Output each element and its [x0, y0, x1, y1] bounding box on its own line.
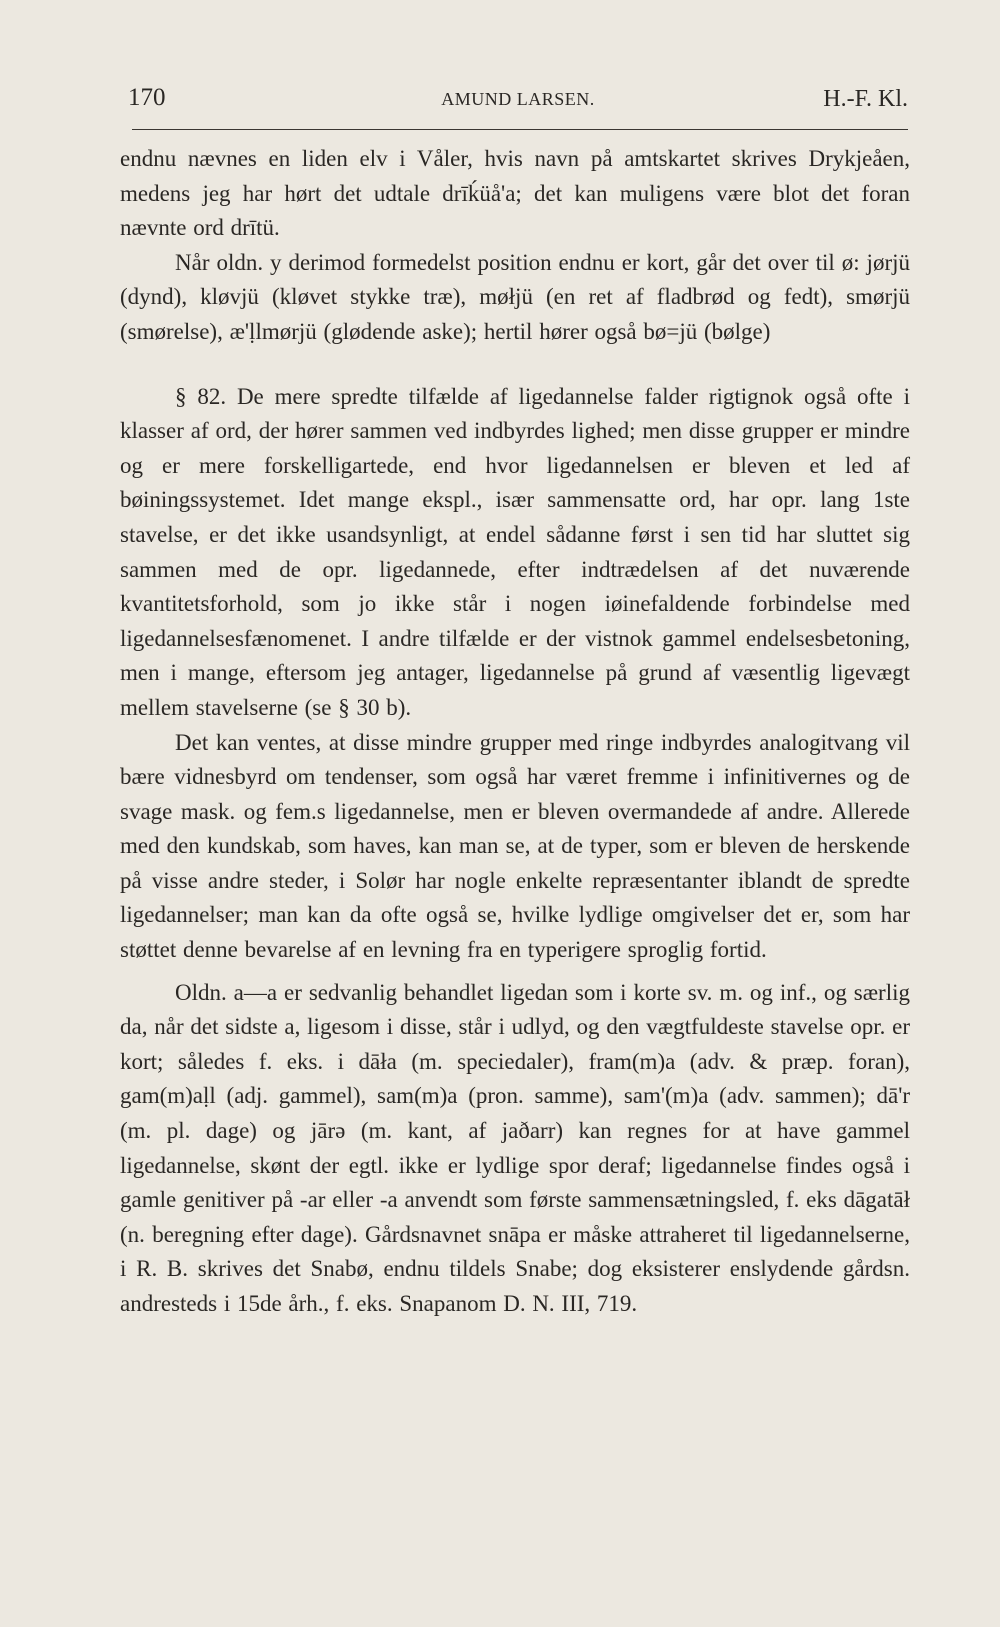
paragraph: Det kan ventes, at disse mindre grupper med ringe indbyrdes analogitvang vil bære vidnesbyrd om tendenser, som også har været fremme i infinitivernes og de svage mask. og fem.s ligedannelse, men er bleven overmandede af andre. Allerede med den kundskab, som haves, kan man se, at de typer, som er bleven de herskende på visse andre steder, i Solør har nogle enkelte repræsentanter iblandt de spredte ligedannelser; man kan da ofte også se, hvilke lydlige omgivelser det er, som har støttet denne bevarelse af en levning fra en typerigere sproglig fortid.: [120, 729, 910, 963]
paragraph: Oldn. a—a er sedvanlig behandlet ligedan som i korte sv. m. og inf., og særlig da, når det sidste a, ligesom i disse, står i udlyd, og den vægtfuldeste stavelse opr. er kort; således f. eks. i dāła (m. speciedaler), fram(m)a (adv. & præp. foran), gam(m)aḷl (adj. gammel), sam(m)a (pron. samme), sam'(m)a (adv. sammen); dā'r (m. pl. dage) og jārə (m. kant, af jaðarr) kan regnes for at have gammel ligedannelse, skønt der egtl. ikke er lydlige spor deraf; ligedannelse findes også i gamle genitiver på -ar eller -a anvendt som første sammensætningsled, f. eks dāgatāł (n. beregning efter dage). Gårdsnavnet snāpa er måske attraheret til ligedannelserne, i R. B. skrives det Snabø, endnu tildels Snabe; dog eksisterer enslydende gårdsn. andresteds i 15de årh., f. eks. Snapanom D. N. III, 719.: [120, 979, 910, 1316]
paragraph: Når oldn. y derimod formedelst position endnu er kort, går det over til ø: jørjü (dynd), kløvjü (kløvet stykke træ), møłjü (en ret af fladbrød og fedt), smørjü (smørelse), æ'ḷlmørjü (glødende aske); hertil hører også bø=jü (bølge): [120, 249, 910, 344]
page-number: 170: [128, 84, 166, 111]
paragraph: endnu nævnes en liden elv i Våler, hvis navn på amtskartet skrives Drykjeåen, medens jeg har hørt det udtale drīḱüå'a; det kan muligens være blot det foran nævnte ord drītü.: [120, 146, 910, 241]
section-reference: H.-F. Kl.: [823, 86, 908, 112]
paragraph: § 82. De mere spredte tilfælde af ligedannelse falder rigtignok også ofte i klasser af ord, der hører sammen ved indbyrdes lighed; men disse grupper er mindre og er mere forskelligartede, end hvor ligedannelsen er bleven et led af bøiningssystemet. Idet mange ekspl., især sammensatte ord, har opr. lang 1ste stavelse, er det ikke usandsynligt, at endel sådanne først i sen tid har sluttet sig sammen med de opr. ligedannede, efter indtrædelsen af det nuværende kvantitetsforhold, som jo ikke står i nogen iøinefaldende forbindelse med ligedannelsesfænomenet. I andre tilfælde er der vistnok gammel endelsesbetoning, men i mange, eftersom jeg antager, ligedannelse på grund af væsentlig ligevægt mellem stavelserne (se § 30 b).: [120, 383, 910, 720]
page-header: [128, 84, 908, 124]
header-rule: [132, 129, 908, 130]
running-head: AMUND LARSEN.: [441, 89, 595, 109]
body-text: [120, 142, 910, 1322]
